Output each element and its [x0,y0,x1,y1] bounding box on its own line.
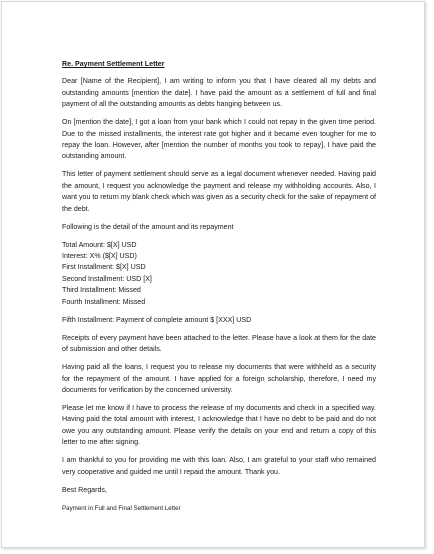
detail-interest: Interest: X% ($[X] USD) [62,252,137,261]
paragraph-verification: Please let me know if I have to process the release of my documents and check in a specified way. Having paid the total amount with interest, I acknowledge that I have no debt to be paid and do not owe you any outstanding amount. Please verify the details on your end and return a copy of this letter to me after signing. [62,403,376,447]
paragraph-greeting: Dear [Name of the Recipient], I am writing to inform you that I have cleared all my debts and outstanding amounts [mention the date]. I have paid the amount as a settlement of full and final payment of all the outstanding amounts as debts hanging between us. [62,77,376,109]
detail-fifth-installment: Fifth Installment: Payment of complete amount $ [XXX] USD [62,315,252,324]
paragraph-receipts: Receipts of every payment have been attached to the letter. Please have a look at them for the date of submission and other details. [62,333,376,354]
closing: Best Regards, [62,485,107,494]
detail-second-installment: Second Installment: USD [X] [62,274,152,283]
paragraph-loan-history: On [mention the date], I got a loan from your bank which I could not repay in the given time period. Due to the missed installments, the interest rate got higher and it became even tougher for me to repay the loan. However, after [mention the number of months you took to repay], I have paid the outstanding amount. [62,118,376,161]
detail-third-installment: Third Installment: Missed [62,286,141,295]
paragraph-release-documents: Having paid all the loans, I request you to release my documents that were withheld as a security for the repayment of the amount. I have applied for a foreign scholarship, therefore, I need my documents for verification by the concerned university. [62,363,376,394]
detail-first-installment: First Installment: $[X] USD [62,263,146,272]
paragraph-details-intro: Following is the detail of the amount and its repayment [62,222,234,231]
detail-fourth-installment: Fourth Installment: Missed [62,297,146,306]
document-page [1,1,425,548]
paragraph-thanks: I am thankful to you for providing me with this loan. Also, I am grateful to your staff who remained very cooperative and guided me until I repaid the amount. Thank you. [62,456,376,476]
letter-title: Re. Payment Settlement Letter [62,60,165,68]
repayment-details-list [62,240,376,308]
letter-body [62,59,376,514]
detail-total-amount: Total Amount: $[X] USD [62,240,137,249]
paragraph-legal-request: This letter of payment settlement should serve as a legal document whenever needed. Having paid the amount, I request you acknowledge the payment and release my withholding accounts. Also, I want you to return my blank check which was given as a security check for the sake of repayment of the debt. [62,170,376,213]
document-footer: Payment in Full and Final Settlement Letter [62,504,181,512]
